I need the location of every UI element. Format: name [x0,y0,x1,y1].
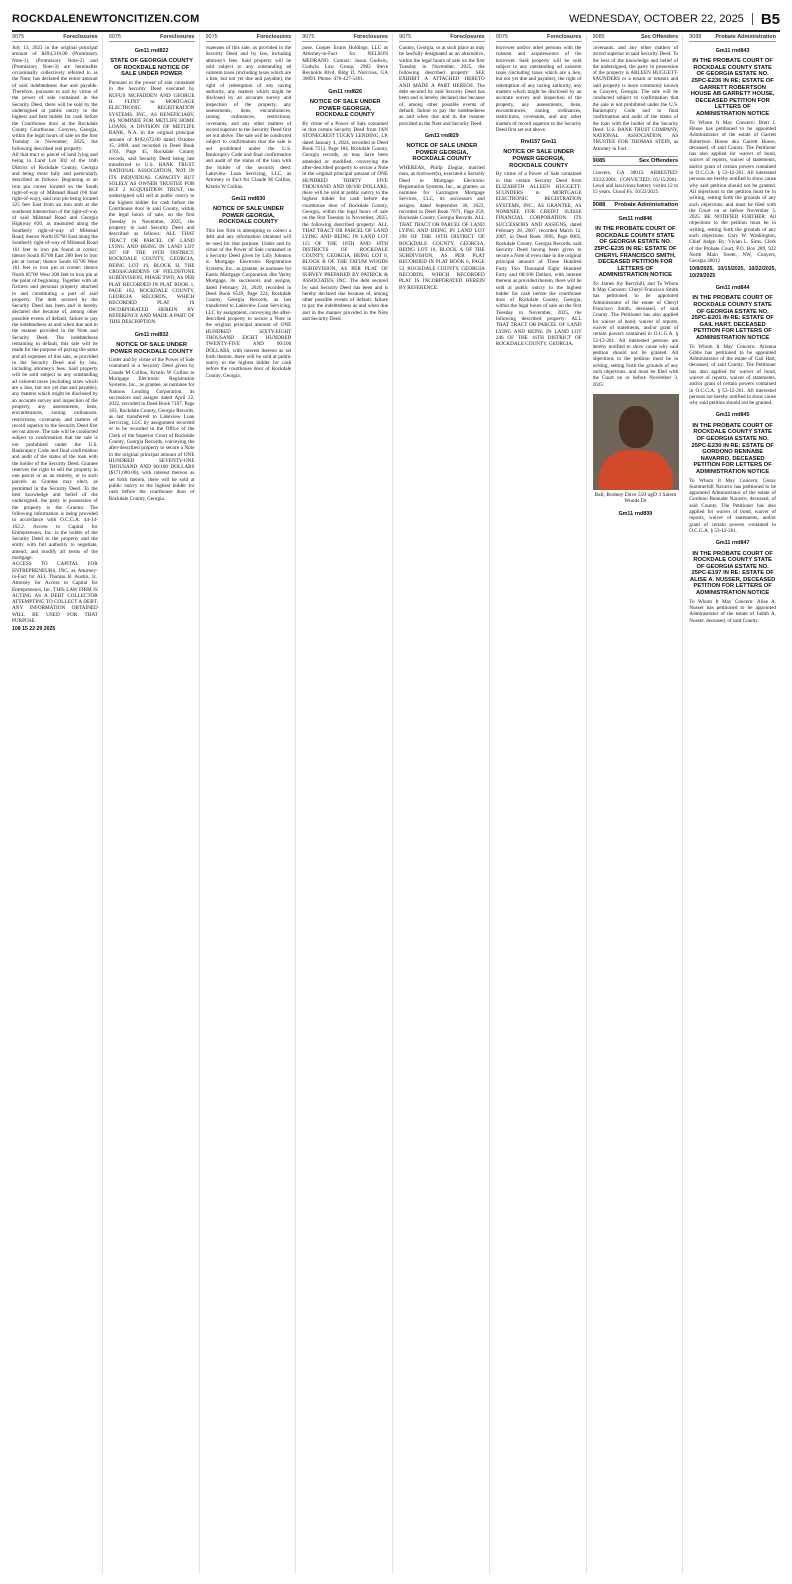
notice-title: NOTICE OF SALE UNDER POWER GEORGIA, ROCKDALE COUNTY [309,99,381,119]
column-code: 9075 [108,34,121,40]
notice-body: By virtue of a Power of Sale contained in that certain Security Deed from JAN STONECREST TUCKY LENDING, LP, dated January 4, 2024, recorded in Deed Book 7212, Page 184, Rockdale County, Georgia records, as may have been amended or modified, conveying the after-described property to secure a Note in the original principal amount of ONE HUNDRED THIRTY FIVE THOUSAND AND 00/100 DOLLARS, there will be sold at public outcry to the highest bidder for cash before the courthouse door of Rockdale County, Georgia, within the legal hours of sale on the first Tuesday in November, 2025, the following described property: ALL THAT TRACT OR PARCEL OF LAND LYING AND BEING IN LAND LOT 115 OF THE 16TH AND 10TH DISTRICTS OF ROCKDALE COUNTY, GEORGIA, BEING LOT 8, BLOCK B OF THE TATUM WOODS SUBDIVISION, AS PER PLAT OF SURVEY PREPARED BY PATRICK & ASSOCIATES, INC. The debt secured by said Security Deed has been and is hereby declared due because of, among other possible events of default, failure to pay the indebtedness as and when due and in the manner provided in the Note and Security Deed. [302,120,388,323]
foreclosure-notice [109,48,195,502]
notice-body: By virtue of a Power of Sale contained in that certain Security Deed from ELIZABETH ALLEEN HUGGETT-SCUNDERS to MORTGAGE ELECTRONIC REGISTRATION SYSTEMS, INC., AS GRANTEE, AS NOMINEE FOR CREDIT SUISSE FINANCIAL CORPORATION, ITS SUCCESSORS AND ASSIGNS, dated February 28, 2007, recorded March 12, 2007, in Deed Book 3995, Page 0065, Rockdale County, Georgia Records, said Security Deed having been given to secure a Note of even date in the original principal amount of Three Hundred Forty Two Thousand Eight Hundred Forty and 00/100 Dollars, with interest thereon as provided therein, there will be sold at public outcry to the highest bidder for cash before the courthouse door of Rockdale County, Georgia, within the legal hours of sale on the first Tuesday in November, 2025, the following described property: ALL THAT TRACT OR PARCEL OF LAND LYING AND BEING IN LAND LOT 246 OF THE 16TH DISTRICT OF ROCKDALE COUNTY, GEORGIA. [495,171,582,348]
notice-ref: Rnd157 Gm11 [520,139,557,146]
notice-body: covenants, and any other matters of record superior to said Security Deed. To the best of the knowledge and belief of the undersigned, the party in possession of the property is ARLEEN HUGGETT-SAUNDERS or a tenant or tenants and said property is more commonly known as Conyers, Georgia. The sale will be conducted subject to confirmation that the sale is not prohibited under the U.S. Bankruptcy Code and to final confirmation and audit of the status of the loan with the holder of the Security Deed. U.S. BANK TRUST COMPANY, NATIONAL ASSOCIATION, AS TRUSTEE FOR THOMAS STEIN, as Attorney in Fact. [592,45,679,152]
section-title: Sex Offenders [638,158,679,165]
column-category: Foreclosures [63,34,98,40]
notice-ref: Gm11 rnd826 [328,88,363,95]
notice-closing: ACCESS TO CAPITAL FOR ENTREPRENEURS, INC. as Attorney-in-Fact for ALI, Thomas B. Austin, Jr., Attorney for Access to Capital for Entrepreneurs, Inc. THIS LAW FIRM IS ACTING AS A DEBT COLLECTOR ATTEMPTING TO COLLECT A DEBT. ANY INFORMATION OBTAINED WILL BE USED FOR THAT PURPOSE. [12,561,98,625]
column-code: 9075 [302,34,315,40]
notice-body: Under and by virtue of the Power of Sale contained in a Security Deed given by Claude M Collins, Kristin W Collins to Mortgage Electronic Registration Systems, Inc., as grantee, as nominee for Nations Lending Corporation, its successors and assigns dated April 22, 2022, recorded in Deed Book 7107, Page 183, Rockdale County, Georgia Records, as last transferred to Lakeview Loan Servicing, LLC by assignment recorded or to be recorded in the Office of the Clerk of the Superior Court of Rockdale County, Georgia Records, conveying the after-described property to secure a Note in the original principal amount of ONE HUNDRED SEVENTY-ONE THOUSAND AND 00/100 DOLLARS ($171,000.00), with interest thereon as set forth therein, there will be sold at public outcry to the highest bidder for cash before the courthouse door of Rockdale County, Georgia. [108,357,195,502]
column-5 [399,34,490,1574]
notice-title: NOTICE OF SALE UNDER POWER GEORGIA, ROCKDALE COUNTY [503,149,575,169]
column-code: 9075 [495,34,508,40]
notice-body: To Whom It May Concern: Brett J. House has petitioned to be appointed Administrator of the estate of Garrett Robertson House aka Garrett House, deceased, of said County. The Petitioner has also applied for waiver of bond, waiver of reports, waiver of statements, and/or grant of certain powers contained in O.C.G.A. § 53-12-261. All interested persons are hereby notified to show cause why said petition should not be granted. All objections to the petition must be in writing, setting forth the grounds of any such objections, and must be filed with the Court on or before November 3, 2025. BE NOTIFIED FURTHER: All objections to the petition must be in writing, setting forth the grounds of any such objections. Gary W. Washington, Chief Judge. By: Vivian L. Sims, Clerk of the Probate Court, P.O. Box 289, 922 North Main Street, NW, Conyers, Georgia 30012 [689,119,776,265]
notice-title: NOTICE OF SALE UNDER POWER ROCKDALE COUNTY [110,341,193,355]
notice-body: Pursuant to the power of sale contained in the Security Deed executed by RUFUS MCFADDEN AND GEORGE H. FLINT to MORTGAGE ELECTRONIC REGISTRATION SYSTEMS, INC., AS BENEFICIARY, AS NOMINEE FOR METLIFE HOME LOANS, A DIVISION OF METLIFE BANK, N.A. in the original principal amount of $182,672.00 dated October 15, 2009, and recorded in Deed Book 4761, Page 45, Rockdale County records, said Security Deed being last transferred to U.S. BANK TRUST NATIONAL ASSOCIATION, NOT IN ITS INDIVIDUAL CAPACITY BUT SOLELY AS OWNER TRUSTEE FOR RCF 2 ACQUISITION TRUST, the undersigned will sell at public outcry to the highest bidder for cash before the Courthouse door in said County, within the legal hours of sale, on the first Tuesday in November, 2025, the property in said Security Deed and described as follows: ALL THAT TRACT OR PARCEL OF LAND LYING AND BEING IN LAND LOT 267 OF THE 16TH DISTRICT, ROCKDALE COUNTY, GEORGIA, BEING LOT 19, BLOCK H, THE CROSSGARDENS OF FIELDSTONE SUBDIVISION, PHASE TWO, AS PER PLAT RECORDED IN PLAT BOOK 1, PAGE 162, ROCKDALE COUNTY, GEORGIA RECORDS, WHICH RECORDED PLAT IS INCORPORATED HEREIN BY REFERENCE AND MADE A PART OF THIS DESCRIPTION. [108,80,195,326]
column-header [496,34,582,42]
notice-ref: Gm11 rnd844 [715,285,750,292]
notice-body: County, Georgia, or at such place as may be lawfully designated as an alternative, within the legal hours of sale on the first Tuesday in November, 2025, the following described property: SEE EXHIBIT A ATTACHED HERETO AND MADE A PART HEREOF. The debt secured by said Security Deed has been and is hereby declared due because of, among other possible events of default, failure to pay the indebtedness as and when due and in the manner provided in the Note and Security Deed. [399,45,485,127]
foreclosure-notice [496,45,582,348]
column-header [12,34,98,42]
column-6 [496,34,587,1574]
photo-head [619,406,653,448]
notice-ref: Gm11 rnd843 [715,48,750,54]
issue-date: WEDNESDAY, OCTOBER 22, 2025 [568,13,744,25]
notice-ref: Gm11 rnd845 [715,412,750,419]
column-category: Probate Administration [715,34,776,40]
column-8 [689,34,780,1574]
column-category: Foreclosures [159,34,195,40]
section-header-sex-offenders [593,156,679,166]
notice-body: pose. Cooper Evans Holdings, LLC as Attorney-in-Fact for NELSON MEDRANO. Contact: Jason Godwin, Godwin Law Group, 2983 Steve Reynolds Blvd, Bldg D, Norcross, GA 30093. Phone: 470-427-5461. [302,45,388,83]
notice-title: STATE OF GEORGIA COUNTY OF ROCKDALE NOTICE OF SALE UNDER POWER [110,58,193,78]
foreclosure-notice [399,45,485,291]
notice-body: To: James Joy Berryhill, and To Whom It May Concern: Cheryl Francisco Smith has petitioned to be appointed Administrator of the estate of Cheryl Francisco Smith, deceased, of said County. The Petitioner has also applied for waiver of bond, waiver of reports, waiver of statements, and/or grant of certain powers contained in O.C.G.A. § 53-12-261. All interested persons are hereby notified to show cause why said petition should not be granted. All objections to the petition must be in writing, setting forth the grounds of any such objections, and must be filed with the Court on or before November 3, 2025. [592,280,679,388]
notice-body: To Whom It May Concern: Gorav Summerhill Navarro has petitioned to be appointed Administrator of the estate of Gordono Rennabe Navarro, deceased, of said County. The Petitioner has also applied for waiver of bond, waiver of reports, waiver of statements, and/or grant of certain powers contained in O.C.G.A. § 53-12-261. [689,477,776,534]
notice-ref: Gm11 rnd822 [134,48,169,54]
masthead-right [569,11,780,28]
notice-ref: Gm11 rnd839 [618,510,653,517]
foreclosure-notice [206,45,292,379]
foreclosure-notice [593,45,679,517]
legal-notices-columns [12,34,780,1574]
notice-ref: Gm11 rnd846 [618,215,653,222]
column-header [206,34,292,42]
notice-ref: Gm11 rnd830 [231,195,266,202]
notice-body: WHEREAS, Philip Zieglar, married man, as borrower(s), executed a Security Deed to Mortgage Electronic Registration Systems, Inc., as grantee, as nominee for Carrington Mortgage Services, LLC, its successors and assigns, dated September 30, 2022, recorded in Deed Book 7071, Page 259, Rockdale County, Georgia Records. ALL THAT TRACT OR PARCEL OF LAND LYING AND BEING IN LAND LOT 298 OF THE 16TH DISTRICT OF ROCKDALE COUNTY, GEORGIA, BEING LOT 16, BLOCK A OF THE SUBDIVISION, AS PER PLAT RECORDED IN PLAT BOOK 6, PAGE 53, ROCKDALE COUNTY, GEORGIA RECORDS, WHICH RECORDED PLAT IS INCORPORATED HEREIN BY REFERENCE. [399,164,485,291]
column-header [302,34,388,42]
foreclosure-notice [12,45,98,633]
notice-ref: Gm11 rnd829 [424,132,459,139]
column-3 [206,34,297,1574]
column-header [593,34,679,42]
column-category: Foreclosures [256,34,292,40]
notice-title: IN THE PROBATE COURT OF ROCKDALE COUNTY STATE OF GEORGIA ESTATE NO. 25PC-E201 IN RE: ESTATE OF GAIL HART, DECEASED PETITION FOR LETTERS OF ADMINISTRATION NOTICE [691,295,774,341]
column-code: 9075 [399,34,412,40]
column-1 [12,34,103,1574]
notice-body: This law firm is attempting to collect a debt and any information obtained will be used for that purpose. Under and by virtue of the Power of Sale contained in a Security Deed given by Lilly Johnson to Mortgage Electronic Registration Systems, Inc., as grantee, as nominee for Eustis Mortgage Corporation dba Verity Mortgage, its successors and assigns, dated February 21, 2020, recorded in Deed Book 6549, Page 224, Rockdale County, Georgia Records, as last transferred to Lakeview Loan Servicing, LLC by assignment, conveying the after-described property to secure a Note in the original principal amount of ONE HUNDRED SIXTY-EIGHT THOUSAND EIGHT HUNDRED TWENTY-FIVE AND 00/100 DOLLARS, with interest thereon as set forth therein, there will be sold at public outcry to the highest bidder for cash before the courthouse door of Rockdale County, Georgia. [205,227,292,379]
notice-title: IN THE PROBATE COURT OF ROCKDALE COUNTY STATE OF GEORGIA ESTATE NO. 25PC-E230 IN RE: ESTATE OF GORDONO RENNABE NAVARRO, DECEASED PETITION FOR LETTERS OF ADMINISTRATION NOTICE [691,422,774,475]
section-header-probate [593,200,679,210]
section-code: 9085 [592,158,606,165]
photo-shirt [599,450,673,490]
notice-ref: Gm11 rnd847 [715,540,750,547]
offender-photo [593,394,679,490]
notice-ref: Gm11 rnd832 [134,331,169,338]
column-4 [302,34,393,1574]
column-code: 9075 [205,34,218,40]
notice-run-dates: 108 15 22 29 2025 [12,626,56,633]
notice-body: To Whom It May Concern: Arianna Gibbs has petitioned to be appointed Administrator of the estate of Gail Hart, deceased, of said County. The Petitioner has also applied for waiver of bond, waiver of reports, waiver of statements, and/or grant of certain powers contained in O.C.G.A. § 53-12-261. All interested persons are hereby notified to show cause why said petition should not be granted. [689,343,776,407]
notice-run-dates: 10/8/2025, 10/15/2025, 10/22/2025, 10/29/2025 [689,266,776,279]
column-category: Foreclosures [546,34,582,40]
notice-body: All that tract or parcel of land lying and being in Land Lot 302 of the 16th District of Rockdale County, Georgia and being more fully and particularly described as follows: Beginning at an iron pin corner located on the South right-of-way of Milstead Road (60 foot right-of-way), said iron pin being located 325 feet East from an iron stob at the southeast intersection of the right-of-way of said Milstead Road and Georgia Highway #20, as measured along the Southerly right-of-way of Milstead Road; thence North 85°00 East along the Southerly right-of-way of Milstead Road 161 feet to iron pin found at corner; thence South 05°00 East 200 feet to iron pin at corner; thence South 85°00 West 161 feet to iron pin at corner; thence North 05°00 West 200 feet to iron pin at the point of beginning. Together with all fixtures and personal property attached to and constituting a part of said property. The debt secured by the Security Deed has been and is hereby declared due because of, among other possible events of default, failure to pay the indebtedness as and when due and in the manner provided in the Note and Security Deed. The indebtedness remaining in default, this sale will be made for the purpose of paying the same and all expenses of this sale, as provided in the Security Deed and by law, including attorney's fees. Said property will be sold subject to any outstanding ad valorem taxes (including taxes which are a lien, but not yet due and payable), any matters which might be disclosed by an accurate survey and inspection of the property, any assessments, liens, encumbrances, zoning ordinances, restrictions, covenants, and matters of record superior to the Security Deed first set out above. The sale will be conducted subject to confirmation that the sale is not prohibited under the U.S. Bankruptcy Code and final confirmation and audit of the status of the loan with the holder of the Security Deed. Grantee reserves the right to sell the property in one parcel or as an entirety, or in such parcels as Grantee may elect, as permitted in the Security Deed. To the best knowledge and belief of the undersigned, the party in possession of the property is the Grantor. The following information is being provided in accordance with O.C.G.A. 44-14-162.2. Access to Capital for Entrepreneurs, Inc. is the holder of the Security Deed to the property and the entity with full authority to negotiate, amend, and modify all terms of the mortgage. [12,152,98,562]
masthead-divider [752,13,753,25]
column-code: 9085 [592,34,605,40]
offender-notice: Convers, GA 30013. ARRESTED: 03/22/2001. CONVICTED: 05/15/2001. Lewd and lascivious battery victim 12 to 15 years. Cloud Fn. 10/22/2025 [592,170,679,196]
section-code: 9088 [592,201,606,208]
section-title: Probate Administration [614,201,679,208]
column-header [109,34,195,42]
notice-title: IN THE PROBATE COURT OF ROCKDALE COUNTY STATE OF GEORGIA ESTATE NO. 25PC-E197 IN RE: ESTATE OF ALISE A. NUSSER, DECEASED PETITION FOR LETTERS OF ADMINISTRATION NOTICE [689,550,776,597]
column-code: 9088 [689,34,702,40]
notice-body: To Whom It May Concern: Alise A. Nusser has petitioned to be appointed Administrator of the estate of Judith A. Nusser, deceased, of said County. [689,598,776,624]
notice-body: expenses of this sale, as provided in the Security Deed and by law, including attorney's fees. Said property will be sold subject to any outstanding ad valorem taxes (including taxes which are a lien, but not yet due and payable), the right of redemption of any taxing authority, any matters which might be disclosed by an accurate survey and inspection of the property, any assessments, liens, encumbrances, zoning ordinances, restrictions, covenants, and any other matters of record superior to the Security Deed first set out above. The sale will be conducted subject to confirmation that the sale is not prohibited under the U.S. Bankruptcy Code and final confirmation and audit of the status of the loan with the holder of the security deed. Lakeview Loan Servicing, LLC, as Attorney in Fact for Claude M Collins, Kristin W Collins. [205,45,292,190]
site-url[interactable]: ROCKDALENEWTONCITIZEN.COM [12,13,200,25]
page-number: B5 [760,10,780,28]
foreclosure-notice [302,45,388,322]
column-header [689,34,776,42]
column-7 [593,34,684,1574]
column-category: Foreclosures [353,34,388,40]
column-category: Sex Offenders [640,34,679,40]
column-2 [109,34,200,1574]
notice-title: IN THE PROBATE COURT OF ROCKDALE COUNTY STATE OF GEORGIA ESTATE NO. 25PC-E235 IN RE: ESTATE OF CHERYL FRANCISCO SMITH, DECEASED PETITION FOR LETTERS OF ADMINISTRATION NOTICE [594,226,677,279]
notice-title: IN THE PROBATE COURT OF ROCKDALE COUNTY STATE OF GEORGIA ESTATE NO. 25PC-E236 IN RE: ESTATE OF GARRETT ROBERTSON HOUSE AB GARRETT HOUSE, DECEASED PETITION FOR LETTERS OF ADMINISTRATION NOTICE [690,58,775,118]
notice-intro: July 13, 2023 in the original principal amount of $494,316.00 (Promissory Note-1), (Promissory Note-2) and (Promissory Note-3) are hereinafter occasionally collectively referred to as the Note; has declared the entire amount of said indebtedness due and payable. Therefore, pursuant to and by virtue of the power of sale contained in the Security Deed, there will be sold by the undersigned at public outcry to the highest and best bidder for cash before the Courthouse door at the Rockdale County Courthouse, Conyers, Georgia, within the legal hours of sale on the first Tuesday in November, 2025, the following described real property: [12,45,98,152]
masthead [12,8,780,32]
notice-body: borrower and/or other persons with the consent and acquiescence of the borrower. Said property will be sold subject to any outstanding ad valorem taxes (including taxes which are a lien, but not yet due and payable), the right of redemption of any taxing authority, any matters which might be disclosed by an accurate survey and inspection of the property, any assessments, liens, encumbrances, zoning ordinances, restrictions, covenants, and any other matters of record superior to the Security Deed first set out above. [495,45,582,133]
probate-notices [689,48,776,624]
photo-caption: Ball, Rodney Dave 550 ugD 3 Salem Woods Dr [594,491,677,505]
notice-title: NOTICE OF SALE UNDER POWER GEORGIA, ROCKDALE COUNTY [406,143,478,163]
notice-title: NOTICE OF SALE UNDER POWER GEORGIA, ROCKDALE COUNTY [212,206,284,226]
column-header [399,34,485,42]
column-code: 9075 [12,34,25,40]
column-category: Foreclosures [450,34,485,40]
